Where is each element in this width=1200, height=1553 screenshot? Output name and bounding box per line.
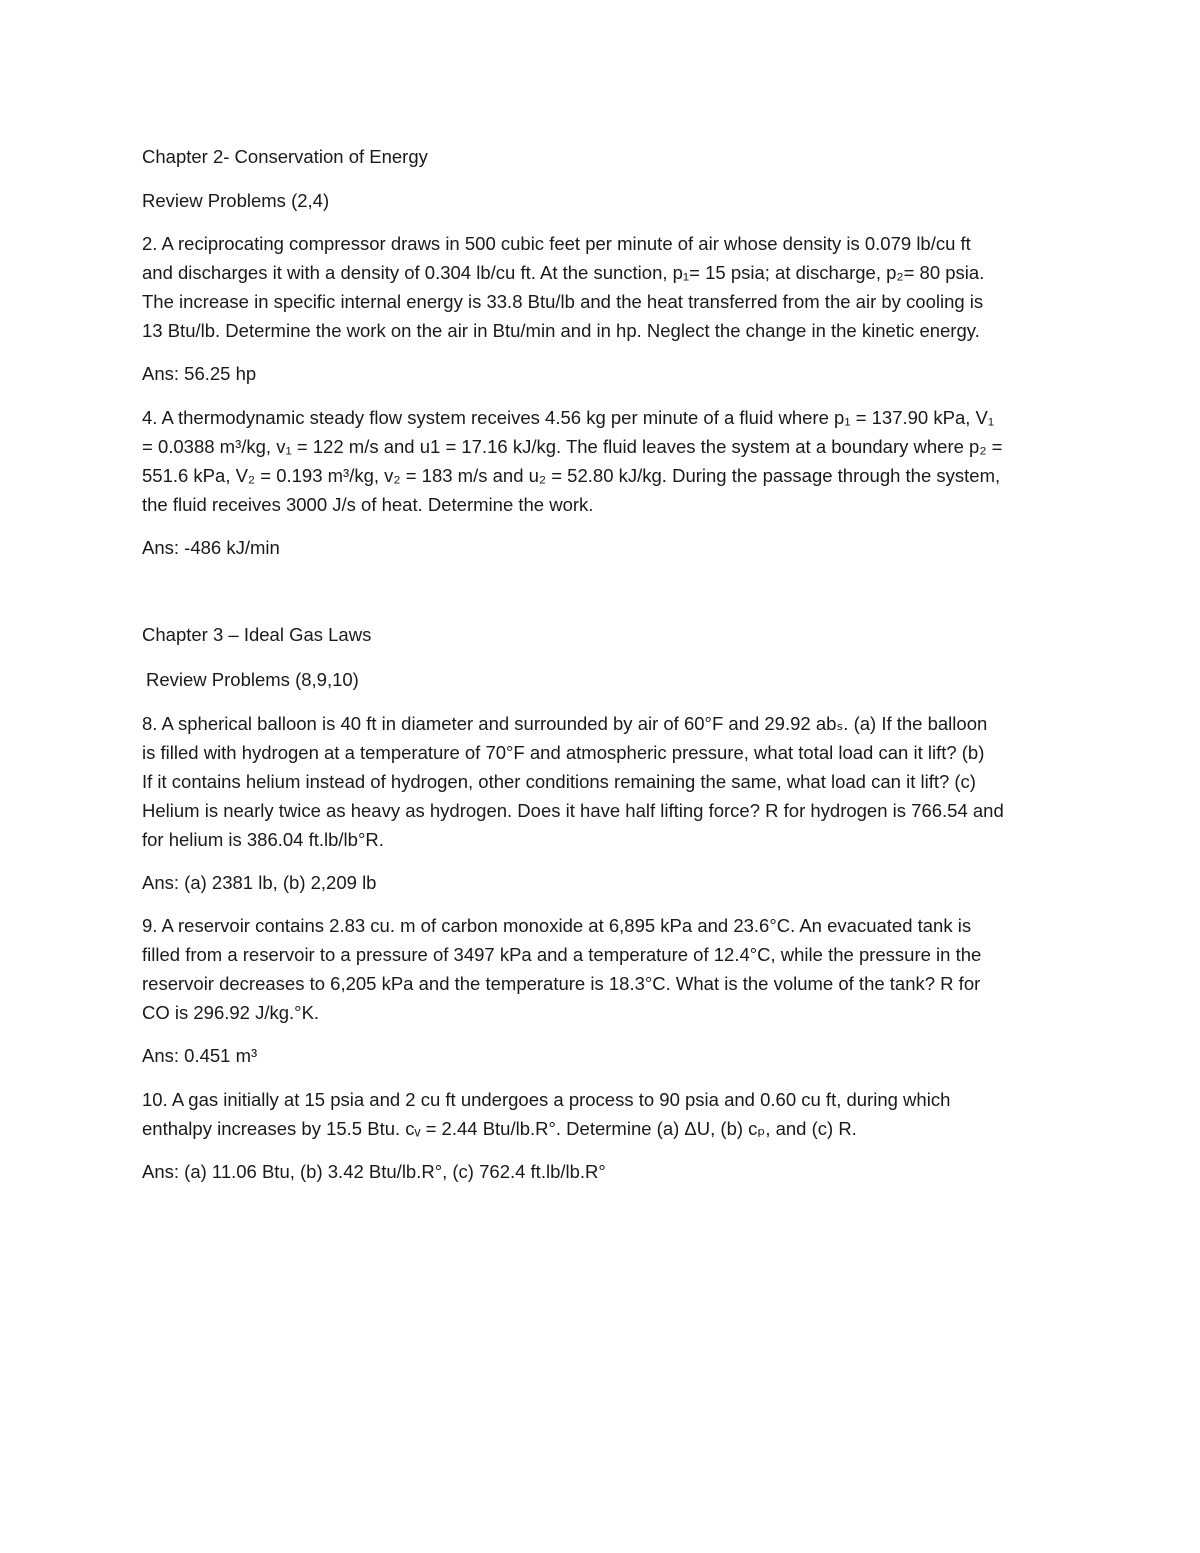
problem-2-answer: Ans: 56.25 hp bbox=[142, 363, 257, 384]
chapter-3-heading: Chapter 3 – Ideal Gas Laws bbox=[142, 624, 372, 645]
chapter-2-heading: Chapter 2- Conservation of Energy bbox=[142, 146, 428, 167]
chapter-2-review-problems: Review Problems (2,4) bbox=[142, 190, 330, 211]
problem-9-line: reservoir decreases to 6,205 kPa and the temperature is 18.3°C. What is the volume of the tank? R for bbox=[142, 973, 981, 994]
problem-4-line: the fluid receives 3000 J/s of heat. Determine the work. bbox=[142, 494, 594, 515]
problem-8-line: Helium is nearly twice as heavy as hydrogen. Does it have half lifting force? R for hydrogen is 766.54 and bbox=[142, 800, 1004, 821]
problem-2-line: and discharges it with a density of 0.304 lb/cu ft. At the sunction, p₁= 15 psia; at discharge, p₂= 80 psia. bbox=[142, 262, 985, 283]
problem-4-answer: Ans: -486 kJ/min bbox=[142, 537, 280, 558]
problem-8-answer: Ans: (a) 2381 lb, (b) 2,209 lb bbox=[142, 872, 377, 893]
problem-2-line: 13 Btu/lb. Determine the work on the air in Btu/min and in hp. Neglect the change in the kinetic energy. bbox=[142, 320, 980, 341]
problem-9-answer: Ans: 0.451 m³ bbox=[142, 1045, 258, 1066]
problem-9-line: CO is 296.92 J/kg.°K. bbox=[142, 1002, 320, 1023]
problem-8-line: 8. A spherical balloon is 40 ft in diameter and surrounded by air of 60°F and 29.92 abₛ. (a) If the balloon bbox=[142, 713, 988, 734]
problem-10-line: 10. A gas initially at 15 psia and 2 cu ft undergoes a process to 90 psia and 0.60 cu ft, during which bbox=[142, 1089, 951, 1110]
problem-8-line: If it contains helium instead of hydrogen, other conditions remaining the same, what load can it lift? (c) bbox=[142, 771, 976, 792]
problem-4-line: = 0.0388 m³/kg, v₁ = 122 m/s and u1 = 17.16 kJ/kg. The fluid leaves the system at a boundary where p₂ = bbox=[142, 436, 1003, 457]
chapter-3-review-problems: Review Problems (8,9,10) bbox=[146, 669, 359, 690]
problem-9-line: filled from a reservoir to a pressure of 3497 kPa and a temperature of 12.4°C, while the pressure in the bbox=[142, 944, 982, 965]
problem-8-line: for helium is 386.04 ft.lb/lb°R. bbox=[142, 829, 384, 850]
problem-2-line: The increase in specific internal energy is 33.8 Btu/lb and the heat transferred from the air by cooling is bbox=[142, 291, 984, 312]
problem-8-line: is filled with hydrogen at a temperature of 70°F and atmospheric pressure, what total load can it lift? (b) bbox=[142, 742, 985, 763]
problem-9-line: 9. A reservoir contains 2.83 cu. m of carbon monoxide at 6,895 kPa and 23.6°C. An evacuated tank is bbox=[142, 915, 972, 936]
problem-10-line: enthalpy increases by 15.5 Btu. cᵥ = 2.44 Btu/lb.R°. Determine (a) ΔU, (b) cₚ, and (c) R. bbox=[142, 1118, 857, 1139]
problem-10-answer: Ans: (a) 11.06 Btu, (b) 3.42 Btu/lb.R°, (c) 762.4 ft.lb/lb.R° bbox=[142, 1161, 606, 1182]
problem-4-line: 551.6 kPa, V₂ = 0.193 m³/kg, v₂ = 183 m/s and u₂ = 52.80 kJ/kg. During the passage through the system, bbox=[142, 465, 1001, 486]
problem-4-line: 4. A thermodynamic steady flow system receives 4.56 kg per minute of a fluid where p₁ = 137.90 kPa, V₁ bbox=[142, 407, 995, 428]
problem-2-line: 2. A reciprocating compressor draws in 500 cubic feet per minute of air whose density is 0.079 lb/cu ft bbox=[142, 233, 971, 254]
